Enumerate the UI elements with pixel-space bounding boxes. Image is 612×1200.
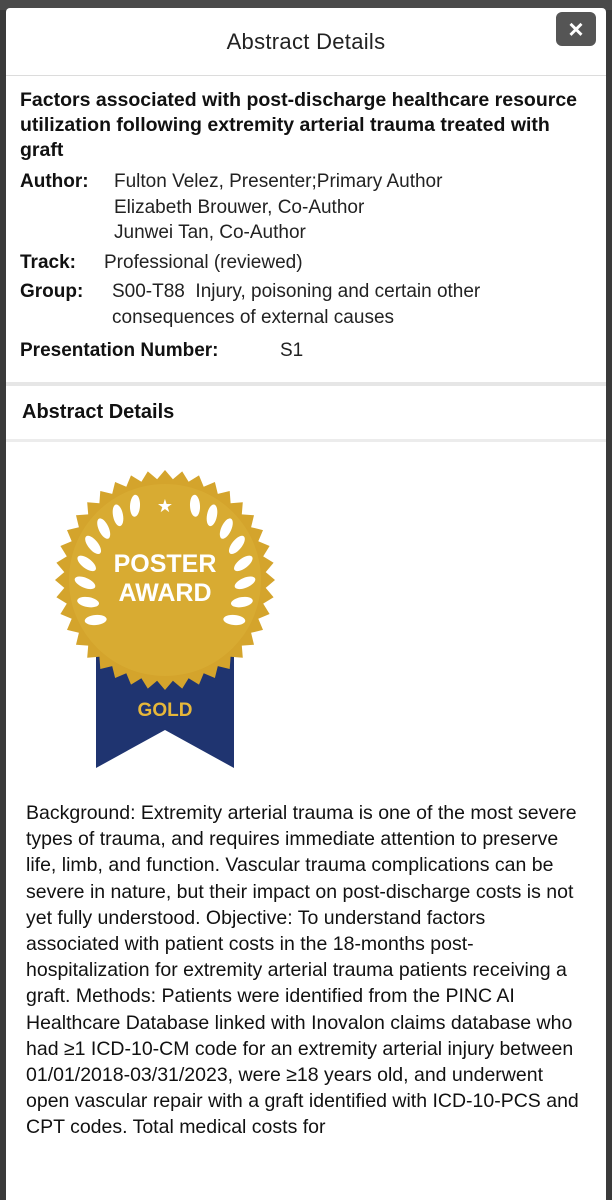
close-icon: × — [568, 14, 584, 44]
author-item: Junwei Tan, Co-Author — [114, 222, 306, 243]
presentation-label: Presentation Number: — [20, 340, 219, 361]
star-icon: ★ — [156, 496, 174, 517]
author-item: Elizabeth Brouwer, Co-Author — [114, 196, 365, 218]
ribbon-text: GOLD — [137, 700, 193, 721]
track-row — [20, 250, 592, 276]
modal-title: Abstract Details — [226, 28, 386, 54]
presentation-row — [20, 338, 592, 364]
abstract-title: Factors associated with post-discharge healthcare resource utilization following extremity arterial trauma treated with graft — [20, 89, 578, 161]
author-list — [114, 169, 442, 246]
track-label: Track: — [20, 251, 76, 273]
close-button[interactable] — [556, 12, 596, 46]
section-title: Abstract Details — [22, 401, 175, 423]
abstract-body-text: Background: Extremity arterial trauma is one of the most severe types of trauma, and requires immediate attention to preserve life, limb, and function. Vascular trauma complications can be severe in nature, but their impact on post-discharge costs is not yet fully understood. Objective: To understand factors associated with patient costs in the 18-months post-hospitalization for extremity arterial trauma patients receiving a graft. Methods: Patients were identified from the PINC AI Healthcare Database linked with Inovalon claims database who had ≥1 ICD-10-CM code for an extremity arterial injury between 01/01/2018-03/31/2023, were ≥18 years old, and underwent open vascular repair with a graft identified with ICD-10-PCS and CPT codes. Total medical costs for — [26, 802, 579, 1139]
abstract-details-header — [6, 386, 606, 442]
presentation-value: S1 — [280, 340, 304, 361]
badge-line1: POSTER — [113, 550, 217, 578]
poster-award-badge — [44, 468, 284, 768]
abstract-info — [6, 76, 606, 386]
group-label: Group: — [20, 281, 84, 302]
award-seal-icon — [44, 468, 284, 768]
author-row — [20, 169, 592, 246]
author-item: Fulton Velez, Presenter;Primary Author — [114, 171, 443, 192]
badge-line2: AWARD — [118, 579, 212, 607]
group-row — [20, 279, 592, 330]
author-label: Author: — [20, 171, 89, 192]
group-value: S00-T88 Injury, poisoning and certain other consequences of external causes — [112, 281, 486, 328]
modal-header — [6, 8, 606, 76]
track-value: Professional (reviewed) — [104, 251, 303, 273]
